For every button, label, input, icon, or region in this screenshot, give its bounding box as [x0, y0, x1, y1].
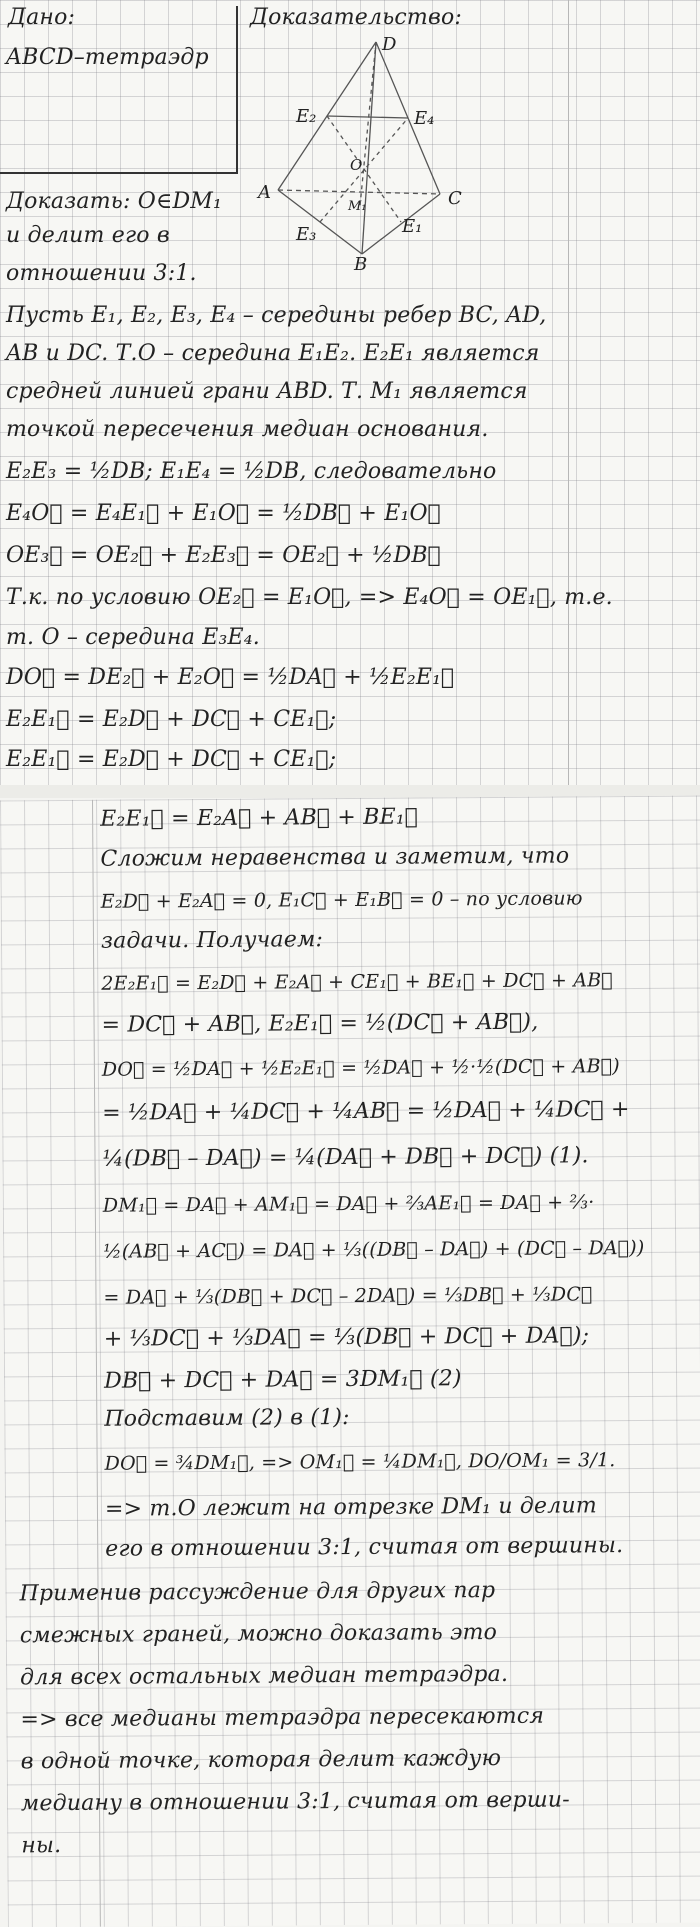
text-line: Доказать: O∈DM₁	[6, 189, 223, 214]
text-line: E₂E₁⃗ = E₂D⃗ + DC⃗ + CE₁⃗;	[6, 747, 337, 772]
text-line: ¼(DB⃗ – DA⃗) = ¼(DA⃗ + DB⃗ + DC⃗) (1).	[102, 1143, 589, 1172]
notebook-page-2	[0, 796, 700, 1927]
text-line: Т.к. по условию OE₂⃗ = E₁O⃗, => E₄O⃗ = OE₁⃗, т.е.	[6, 585, 613, 610]
given-divider-vertical	[236, 6, 238, 172]
label-E2: E₂	[296, 106, 317, 127]
text-line: E₄O⃗ = E₄E₁⃗ + E₁O⃗ = ½DB⃗ + E₁O⃗	[6, 501, 441, 526]
text-line: E₂D⃗ + E₂A⃗ = 0, E₁C⃗ + E₁B⃗ = 0 – по условию	[100, 887, 583, 913]
text-line: AB и DC. Т.О – середина E₁E₂. E₂E₁ является	[6, 341, 540, 366]
given-body: ABCD–тетраэдр	[6, 45, 209, 70]
text-line: Пусть E₁, E₂, E₃, E₄ – середины ребер BC, AD,	[6, 303, 547, 328]
edge-BC	[362, 194, 440, 254]
edge-DB	[362, 42, 376, 254]
text-line: DO⃗ = DE₂⃗ + E₂O⃗ = ½DA⃗ + ½E₂E₁⃗	[6, 665, 455, 690]
text-line: смежных граней, можно доказать это	[19, 1619, 498, 1649]
text-line: DO⃗ = ¾DM₁⃗, => OM₁⃗ = ¼DM₁⃗, DO/OM₁ = 3/1.	[104, 1449, 616, 1475]
text-line: средней линией грани ABD. Т. M₁ является	[6, 379, 528, 404]
text-line: для всех остальных медиан тетраэдра.	[20, 1661, 509, 1691]
text-line: ны.	[21, 1833, 62, 1859]
text-line: + ⅓DC⃗ + ⅓DA⃗ = ⅓(DB⃗ + DC⃗ + DA⃗);	[103, 1323, 590, 1352]
text-line: Сложим неравенства и заметим, что	[100, 843, 570, 872]
text-line: => все медианы тетраэдра пересекаются	[20, 1703, 545, 1733]
proof-title: Доказательство:	[250, 5, 463, 30]
text-line: ½(AB⃗ + AC⃗) = DA⃗ + ⅓((DB⃗ – DA⃗) + (DC⃗ – DA⃗))	[103, 1236, 645, 1263]
text-line: E₂E₃ = ½DB; E₁E₄ = ½DB, следовательно	[6, 459, 497, 484]
tetrahedron-figure	[252, 30, 472, 270]
text-line: = DC⃗ + AB⃗, E₂E₁⃗ = ½(DC⃗ + AB⃗),	[101, 1009, 539, 1038]
text-line: в одной точке, которая делит каждую	[20, 1745, 502, 1775]
label-E1: E₁	[402, 216, 423, 237]
text-line: DO⃗ = ½DA⃗ + ½E₂E₁⃗ = ½DA⃗ + ½·½(DC⃗ + AB⃗)	[101, 1055, 620, 1081]
notebook-page-1	[0, 0, 700, 785]
edge-AC	[278, 190, 440, 194]
label-M1: M₁	[348, 199, 367, 214]
margin-line	[568, 0, 569, 785]
segment-E2E4	[327, 116, 408, 118]
text-line: медиану в отношении 3:1, считая от верши-	[20, 1787, 570, 1817]
label-C: C	[448, 188, 462, 209]
text-line: и делит его в	[6, 223, 170, 248]
text-line: = DA⃗ + ⅓(DB⃗ + DC⃗ – 2DA⃗) = ⅓DB⃗ + ⅓DC⃗	[103, 1283, 593, 1309]
text-line: = ½DA⃗ + ¼DC⃗ + ¼AB⃗ = ½DA⃗ + ¼DC⃗ +	[102, 1097, 630, 1126]
given-title: Дано:	[8, 5, 76, 30]
text-line: его в отношении 3:1, считая от вершины.	[105, 1533, 624, 1562]
text-line: E₂E₁⃗ = E₂A⃗ + AB⃗ + BE₁⃗	[100, 804, 419, 832]
label-O: O	[350, 156, 363, 174]
text-line: задачи. Получаем:	[100, 927, 324, 954]
text-line: E₂E₁⃗ = E₂D⃗ + DC⃗ + CE₁⃗;	[6, 707, 337, 732]
label-B: B	[354, 254, 368, 270]
median-DM1	[360, 42, 376, 206]
text-line: DM₁⃗ = DA⃗ + AM₁⃗ = DA⃗ + ⅔AE₁⃗ = DA⃗ + ⅔·	[102, 1191, 595, 1217]
label-E4: E₄	[414, 108, 435, 129]
text-line: OE₃⃗ = OE₂⃗ + E₂E₃⃗ = OE₂⃗ + ½DB⃗	[6, 543, 441, 568]
text-line: Применив рассуждение для других пар	[19, 1578, 496, 1607]
text-line: точкой пересечения медиан основания.	[6, 417, 489, 442]
text-line: DB⃗ + DC⃗ + DA⃗ = 3DM₁⃗ (2)	[103, 1366, 462, 1394]
text-line: 2E₂E₁⃗ = E₂D⃗ + E₂A⃗ + CE₁⃗ + BE₁⃗ + DC⃗ + AB⃗	[101, 969, 613, 995]
label-A: A	[258, 182, 271, 203]
text-line: т. O – середина E₃E₄.	[6, 625, 260, 650]
text-line: => т.O лежит на отрезке DM₁ и делит	[104, 1493, 597, 1522]
label-D: D	[382, 34, 397, 55]
text-line: Подставим (2) в (1):	[104, 1405, 350, 1432]
text-line: отношении 3:1.	[6, 261, 197, 286]
given-divider-horizontal	[0, 172, 238, 174]
label-E3: E₃	[296, 224, 317, 245]
